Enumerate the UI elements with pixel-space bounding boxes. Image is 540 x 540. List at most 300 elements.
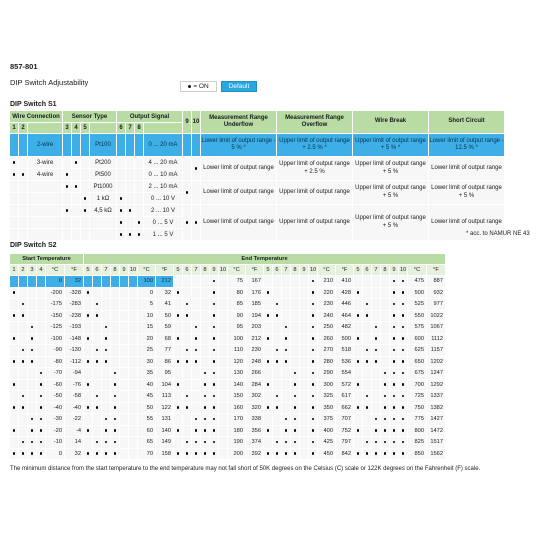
s1-wire-break-value: Upper limit of output range + 5 % <box>353 181 428 204</box>
s2-end-switch-cell <box>129 380 137 391</box>
switch-on-dot-icon <box>195 326 198 329</box>
s2-end-switch-cell <box>390 449 398 460</box>
s2-end-switch-cell <box>201 357 209 368</box>
s2-end-switch-cell <box>102 334 110 345</box>
s2-end-switch-cell <box>120 437 128 448</box>
s2-start-switch-cell <box>19 276 27 287</box>
s2-start-f: -328 <box>65 288 83 299</box>
s2-end-switch-cell <box>390 288 398 299</box>
s2-end-switch-cell <box>129 368 137 379</box>
s1-switch-cell <box>135 181 143 192</box>
dip-switch-s2-table <box>9 253 446 460</box>
s2-end-f: 842 <box>336 449 353 460</box>
switch-on-dot-icon <box>40 418 43 421</box>
s2-end-switch-cell <box>363 391 371 402</box>
switch-on-dot-icon <box>375 337 378 340</box>
s2-start-switch-cell <box>28 357 36 368</box>
s1-switch-number: 6 <box>117 123 125 133</box>
switch-on-dot-icon <box>375 429 378 432</box>
s2-end-switch-cell <box>174 449 182 460</box>
s2-end-switch-cell <box>291 437 299 448</box>
s2-end-switch-cell <box>273 322 281 333</box>
s2-end-c: 45 <box>138 391 155 402</box>
s2-end-switch-cell <box>273 357 281 368</box>
s1-switch-cell <box>19 157 27 168</box>
s2-end-f: 1517 <box>427 437 445 448</box>
s2-start-c: -200 <box>46 288 64 299</box>
s2-end-switch-cell <box>120 391 128 402</box>
s2-end-f: 1472 <box>427 426 445 437</box>
s2-start-switch-cell <box>10 426 18 437</box>
s2-end-c: 260 <box>318 334 335 345</box>
s2-start-switch-cell <box>19 380 27 391</box>
s2-end-switch-cell <box>264 414 272 425</box>
s1-switch-number: 2 <box>19 123 27 133</box>
switch-on-dot-icon <box>384 383 387 386</box>
s2-end-switch-cell <box>264 299 272 310</box>
s1-underflow-value: Lower limit of output range - 5 % * <box>201 134 276 156</box>
switch-on-dot-icon <box>285 418 288 421</box>
switch-on-dot-icon <box>186 191 189 194</box>
switch-on-dot-icon <box>195 349 198 352</box>
s2-end-switch-cell <box>354 311 362 322</box>
s2-end-switch-cell <box>219 403 227 414</box>
s2-end-switch-cell <box>381 403 389 414</box>
s2-end-switch-cell <box>120 311 128 322</box>
s2-end-c: 150 <box>228 391 245 402</box>
s1-switch-cell <box>63 169 71 180</box>
s2-start-switch-cell <box>28 391 36 402</box>
switch-on-dot-icon <box>357 429 360 432</box>
switch-on-dot-icon <box>366 303 369 306</box>
s2-end-switch-cell <box>300 414 308 425</box>
s2-end-switch-cell <box>183 391 191 402</box>
s2-end-c: 200 <box>228 449 245 460</box>
s2-end-switch-cell <box>372 403 380 414</box>
s2-start-switch-cell <box>28 449 36 460</box>
s2-end-switch-cell <box>291 311 299 322</box>
s1-sw10-cell <box>192 205 200 240</box>
switch-on-dot-icon <box>312 314 315 317</box>
switch-on-dot-icon <box>366 406 369 409</box>
s1-switch-number: 8 <box>135 123 143 133</box>
s2-end-switch-cell <box>192 288 200 299</box>
s2-start-switch-cell <box>10 414 18 425</box>
s2-end-f: 104 <box>156 380 173 391</box>
s2-end-switch-cell <box>183 334 191 345</box>
s2-switch-number: 7 <box>102 265 110 275</box>
switch-on-dot-icon <box>114 452 117 455</box>
s2-end-switch-cell <box>273 368 281 379</box>
s1-overflow-value: Upper limit of output range + 2.5 % <box>277 157 352 180</box>
s2-end-switch-cell <box>129 311 137 322</box>
switch-on-dot-icon <box>105 326 108 329</box>
s1-switch-cell <box>19 205 27 216</box>
s2-end-f: 1112 <box>427 334 445 345</box>
s2-end-switch-cell <box>399 368 407 379</box>
s2-start-f: -130 <box>65 345 83 356</box>
s1-switch-cell <box>126 134 134 156</box>
s2-end-switch-cell <box>93 449 101 460</box>
s2-start-switch-cell <box>19 357 27 368</box>
s2-end-switch-cell <box>111 357 119 368</box>
switch-on-dot-icon <box>195 360 198 363</box>
legend-default: Default <box>221 81 257 92</box>
s1-switch-cell <box>135 169 143 180</box>
switch-on-dot-icon <box>402 360 405 363</box>
s2-end-f: 536 <box>336 357 353 368</box>
s2-end-f: 1382 <box>427 403 445 414</box>
s2-end-switch-cell <box>354 437 362 448</box>
s2-end-switch-cell <box>372 299 380 310</box>
switch-on-dot-icon <box>267 452 270 455</box>
switch-on-dot-icon <box>22 441 25 444</box>
switch-on-dot-icon <box>312 406 315 409</box>
s2-end-c: 25 <box>138 345 155 356</box>
s1-switch-number: 5 <box>81 123 89 133</box>
switch-on-dot-icon <box>276 441 279 444</box>
s2-end-switch-cell <box>192 391 200 402</box>
s1-sensor-type: 1 kΩ <box>90 193 116 204</box>
s2-end-switch-cell <box>201 322 209 333</box>
s2-end-f: 662 <box>336 403 353 414</box>
s2-end-c: 550 <box>408 311 426 322</box>
s2-end-c: 800 <box>408 426 426 437</box>
s1-switch-cell <box>63 217 71 228</box>
s2-end-switch-cell <box>381 345 389 356</box>
switch-on-dot-icon <box>31 349 34 352</box>
switch-on-dot-icon <box>114 406 117 409</box>
switch-on-dot-icon <box>195 167 198 170</box>
s2-start-switch-cell <box>28 414 36 425</box>
s2-end-switch-cell <box>174 334 182 345</box>
switch-on-dot-icon <box>186 395 189 398</box>
s1-sensor-type: Pt500 <box>90 169 116 180</box>
s1-sw10-cell <box>192 181 200 204</box>
s2-end-switch-cell <box>183 322 191 333</box>
switch-on-dot-icon <box>204 406 207 409</box>
s1-switch-cell <box>10 193 18 204</box>
s1-measure-header: Wire Break <box>353 111 428 133</box>
s2-end-switch-cell <box>219 437 227 448</box>
s2-end-switch-cell <box>399 299 407 310</box>
switch-on-dot-icon <box>312 337 315 340</box>
s1-switch-cell <box>81 205 89 216</box>
s2-start-c: -40 <box>46 403 64 414</box>
switch-on-dot-icon <box>357 406 360 409</box>
s2-start-switch-cell <box>10 322 18 333</box>
switch-on-dot-icon <box>96 395 99 398</box>
s2-switch-number: 6 <box>93 265 101 275</box>
s2-end-switch-cell <box>120 334 128 345</box>
s2-end-switch-cell <box>120 322 128 333</box>
s2-end-switch-cell <box>102 403 110 414</box>
s2-end-switch-cell <box>273 288 281 299</box>
switch-on-dot-icon <box>393 337 396 340</box>
s1-switch-cell <box>117 157 125 168</box>
s2-end-switch-cell <box>84 368 92 379</box>
switch-on-dot-icon <box>312 418 315 421</box>
s2-end-switch-cell <box>381 334 389 345</box>
s2-end-switch-cell <box>93 322 101 333</box>
s1-output-signal: 2 ... 10 mA <box>144 181 182 192</box>
s2-end-switch-cell <box>84 288 92 299</box>
s2-start-switch-cell <box>10 299 18 310</box>
s2-switch-number: 5 <box>174 265 182 275</box>
s2-end-switch-cell <box>192 426 200 437</box>
switch-on-dot-icon <box>294 452 297 455</box>
s2-start-switch-cell <box>10 449 18 460</box>
switch-on-dot-icon <box>186 221 189 224</box>
s2-start-switch-cell <box>19 403 27 414</box>
s2-end-f: 1247 <box>427 368 445 379</box>
switch-on-dot-icon <box>384 418 387 421</box>
s2-end-switch-cell <box>93 403 101 414</box>
s1-sensor-type: Pt1000 <box>90 181 116 192</box>
switch-on-dot-icon <box>393 395 396 398</box>
s2-end-switch-cell <box>381 276 389 287</box>
s2-start-f: -4 <box>65 426 83 437</box>
s2-start-switch-cell <box>19 288 27 299</box>
switch-on-dot-icon <box>312 452 315 455</box>
s2-start-switch-cell <box>28 311 36 322</box>
switch-on-dot-icon <box>31 360 34 363</box>
s1-wire-connection <box>28 217 62 228</box>
s2-end-switch-cell <box>111 311 119 322</box>
switch-on-dot-icon <box>186 406 189 409</box>
s2-end-switch-cell <box>273 299 281 310</box>
s2-end-c: 170 <box>228 414 245 425</box>
s1-switch-cell <box>19 193 27 204</box>
s2-end-c: 30 <box>138 357 155 368</box>
switch-on-dot-icon <box>285 452 288 455</box>
s2-end-f: 50 <box>156 311 173 322</box>
s2-end-switch-cell <box>111 391 119 402</box>
switch-on-dot-icon <box>312 349 315 352</box>
s2-end-switch-cell <box>282 380 290 391</box>
s2-start-switch-cell <box>28 345 36 356</box>
s2-unit-f: °F <box>246 265 263 275</box>
s2-end-switch-cell <box>354 391 362 402</box>
s2-end-switch-cell <box>129 391 137 402</box>
s2-end-switch-cell <box>381 322 389 333</box>
switch-on-dot-icon <box>31 441 34 444</box>
s1-switch-cell <box>117 169 125 180</box>
switch-on-dot-icon <box>105 418 108 421</box>
switch-on-dot-icon <box>402 349 405 352</box>
s2-end-switch-cell <box>84 426 92 437</box>
s2-start-f: -238 <box>65 311 83 322</box>
s2-end-switch-cell <box>372 426 380 437</box>
s2-end-f: 59 <box>156 322 173 333</box>
s2-end-switch-cell <box>174 276 182 287</box>
s2-switch-number: 2 <box>19 265 27 275</box>
switch-on-dot-icon <box>393 349 396 352</box>
switch-on-dot-icon <box>204 429 207 432</box>
s2-unit-f: °F <box>65 265 83 275</box>
s2-end-c: 525 <box>408 299 426 310</box>
s2-end-switch-cell <box>264 437 272 448</box>
s2-start-switch-cell <box>37 426 45 437</box>
s2-start-c: -20 <box>46 426 64 437</box>
switch-on-dot-icon <box>357 360 360 363</box>
s2-end-switch-cell <box>309 426 317 437</box>
switch-on-dot-icon <box>22 360 25 363</box>
s2-switch-number: 6 <box>363 265 371 275</box>
s2-end-switch-cell <box>390 414 398 425</box>
s2-end-switch-cell <box>300 334 308 345</box>
s2-end-switch-cell <box>399 391 407 402</box>
s2-end-switch-cell <box>201 276 209 287</box>
s2-end-switch-cell <box>363 299 371 310</box>
s2-end-switch-cell <box>390 311 398 322</box>
s1-switch-cell <box>19 181 27 192</box>
s2-end-switch-cell <box>183 426 191 437</box>
s2-switch-number: 7 <box>372 265 380 275</box>
s2-end-switch-cell <box>201 414 209 425</box>
s2-end-switch-cell <box>183 403 191 414</box>
s2-end-switch-cell <box>381 449 389 460</box>
switch-on-dot-icon <box>186 349 189 352</box>
s2-start-f: 32 <box>65 276 83 287</box>
s2-end-switch-cell <box>120 414 128 425</box>
s2-end-c: 750 <box>408 403 426 414</box>
switch-on-dot-icon <box>393 326 396 329</box>
switch-on-dot-icon <box>393 429 396 432</box>
s1-switch-cell <box>72 169 80 180</box>
s2-end-switch-cell <box>399 334 407 345</box>
s1-switch-cell <box>10 205 18 216</box>
s2-start-switch-cell <box>28 276 36 287</box>
s2-end-switch-cell <box>84 322 92 333</box>
s2-end-switch-cell <box>291 357 299 368</box>
s2-end-switch-cell <box>219 311 227 322</box>
switch-on-dot-icon <box>285 326 288 329</box>
s2-end-switch-cell <box>219 426 227 437</box>
s2-unit-f: °F <box>156 265 173 275</box>
s1-wire-connection <box>28 205 62 216</box>
s2-end-c: 825 <box>408 437 426 448</box>
s2-end-f: 887 <box>427 276 445 287</box>
s1-short-value: Lower limit of output range <box>429 157 504 180</box>
s2-end-switch-cell <box>192 380 200 391</box>
s1-switch-cell <box>72 193 80 204</box>
s2-end-switch-cell <box>183 345 191 356</box>
s2-end-f: 95 <box>156 368 173 379</box>
s2-end-f: 374 <box>246 437 263 448</box>
s1-sw9-cell <box>183 181 191 204</box>
s2-end-switch-cell <box>264 288 272 299</box>
switch-on-dot-icon <box>294 406 297 409</box>
switch-on-dot-icon <box>177 452 180 455</box>
s2-end-f: 617 <box>336 391 353 402</box>
switch-on-dot-icon <box>186 360 189 363</box>
s2-end-switch-cell <box>291 449 299 460</box>
s2-start-c: -70 <box>46 368 64 379</box>
s2-end-c: 400 <box>318 426 335 437</box>
s2-end-f: 149 <box>156 437 173 448</box>
s1-switch-cell <box>117 181 125 192</box>
s2-end-c: 270 <box>318 345 335 356</box>
s2-end-switch-cell <box>102 288 110 299</box>
s2-end-switch-cell <box>84 276 92 287</box>
s2-end-switch-cell <box>210 311 218 322</box>
s2-end-switch-cell <box>102 311 110 322</box>
s2-end-c: 220 <box>318 288 335 299</box>
s2-end-switch-cell <box>120 276 128 287</box>
s2-start-switch-cell <box>10 403 18 414</box>
s2-end-c: 100 <box>138 276 155 287</box>
s2-end-switch-cell <box>309 391 317 402</box>
s1-switch-cell <box>126 205 134 216</box>
s1-switch-number: 1 <box>10 123 18 133</box>
s2-end-c: 675 <box>408 368 426 379</box>
s1-wire-connection: 4-wire <box>28 169 62 180</box>
s2-end-c: 600 <box>408 334 426 345</box>
s2-end-switch-cell <box>363 322 371 333</box>
s2-end-switch-cell <box>210 334 218 345</box>
s2-end-switch-cell <box>102 449 110 460</box>
s2-end-switch-cell <box>102 368 110 379</box>
s2-end-switch-cell <box>111 334 119 345</box>
switch-on-dot-icon <box>22 452 25 455</box>
switch-on-dot-icon <box>393 441 396 444</box>
s2-end-switch-cell <box>93 368 101 379</box>
s2-end-c: 575 <box>408 322 426 333</box>
s1-measure-header: Measurement Range Overflow <box>277 111 352 133</box>
switch-on-dot-icon <box>186 441 189 444</box>
s2-end-switch-cell <box>282 403 290 414</box>
switch-on-dot-icon <box>267 337 270 340</box>
s2-end-switch-cell <box>372 288 380 299</box>
s2-start-switch-cell <box>19 311 27 322</box>
s2-end-switch-cell <box>174 322 182 333</box>
s2-start-switch-cell <box>28 380 36 391</box>
switch-on-dot-icon <box>213 452 216 455</box>
s2-end-c: 80 <box>228 288 245 299</box>
s2-end-switch-cell <box>192 437 200 448</box>
s1-switch-cell <box>81 193 89 204</box>
s2-end-switch-cell <box>264 391 272 402</box>
switch-on-dot-icon <box>120 221 123 224</box>
s2-switch-number: 5 <box>354 265 362 275</box>
s1-switch-number: 4 <box>72 123 80 133</box>
s2-end-switch-cell <box>174 357 182 368</box>
s1-switch-cell <box>72 229 80 240</box>
s2-end-c: 10 <box>138 311 155 322</box>
switch-on-dot-icon <box>186 452 189 455</box>
s2-end-switch-cell <box>372 449 380 460</box>
switch-on-dot-icon <box>294 441 297 444</box>
s2-end-f: 572 <box>336 380 353 391</box>
s2-end-switch-cell <box>273 426 281 437</box>
switch-on-dot-icon <box>312 303 315 306</box>
switch-on-dot-icon <box>213 326 216 329</box>
s2-end-switch-cell <box>363 426 371 437</box>
s2-end-switch-cell <box>282 311 290 322</box>
s2-end-switch-cell <box>84 380 92 391</box>
switch-on-dot-icon <box>312 429 315 432</box>
s2-start-f: 32 <box>65 449 83 460</box>
switch-on-dot-icon <box>31 418 34 421</box>
s2-end-switch-cell <box>129 426 137 437</box>
s2-end-switch-cell <box>309 288 317 299</box>
s2-start-switch-cell <box>37 414 45 425</box>
s2-switch-number: 9 <box>300 265 308 275</box>
switch-on-dot-icon <box>402 337 405 340</box>
s1-switch-cell <box>135 229 143 240</box>
s2-start-switch-cell <box>28 334 36 345</box>
